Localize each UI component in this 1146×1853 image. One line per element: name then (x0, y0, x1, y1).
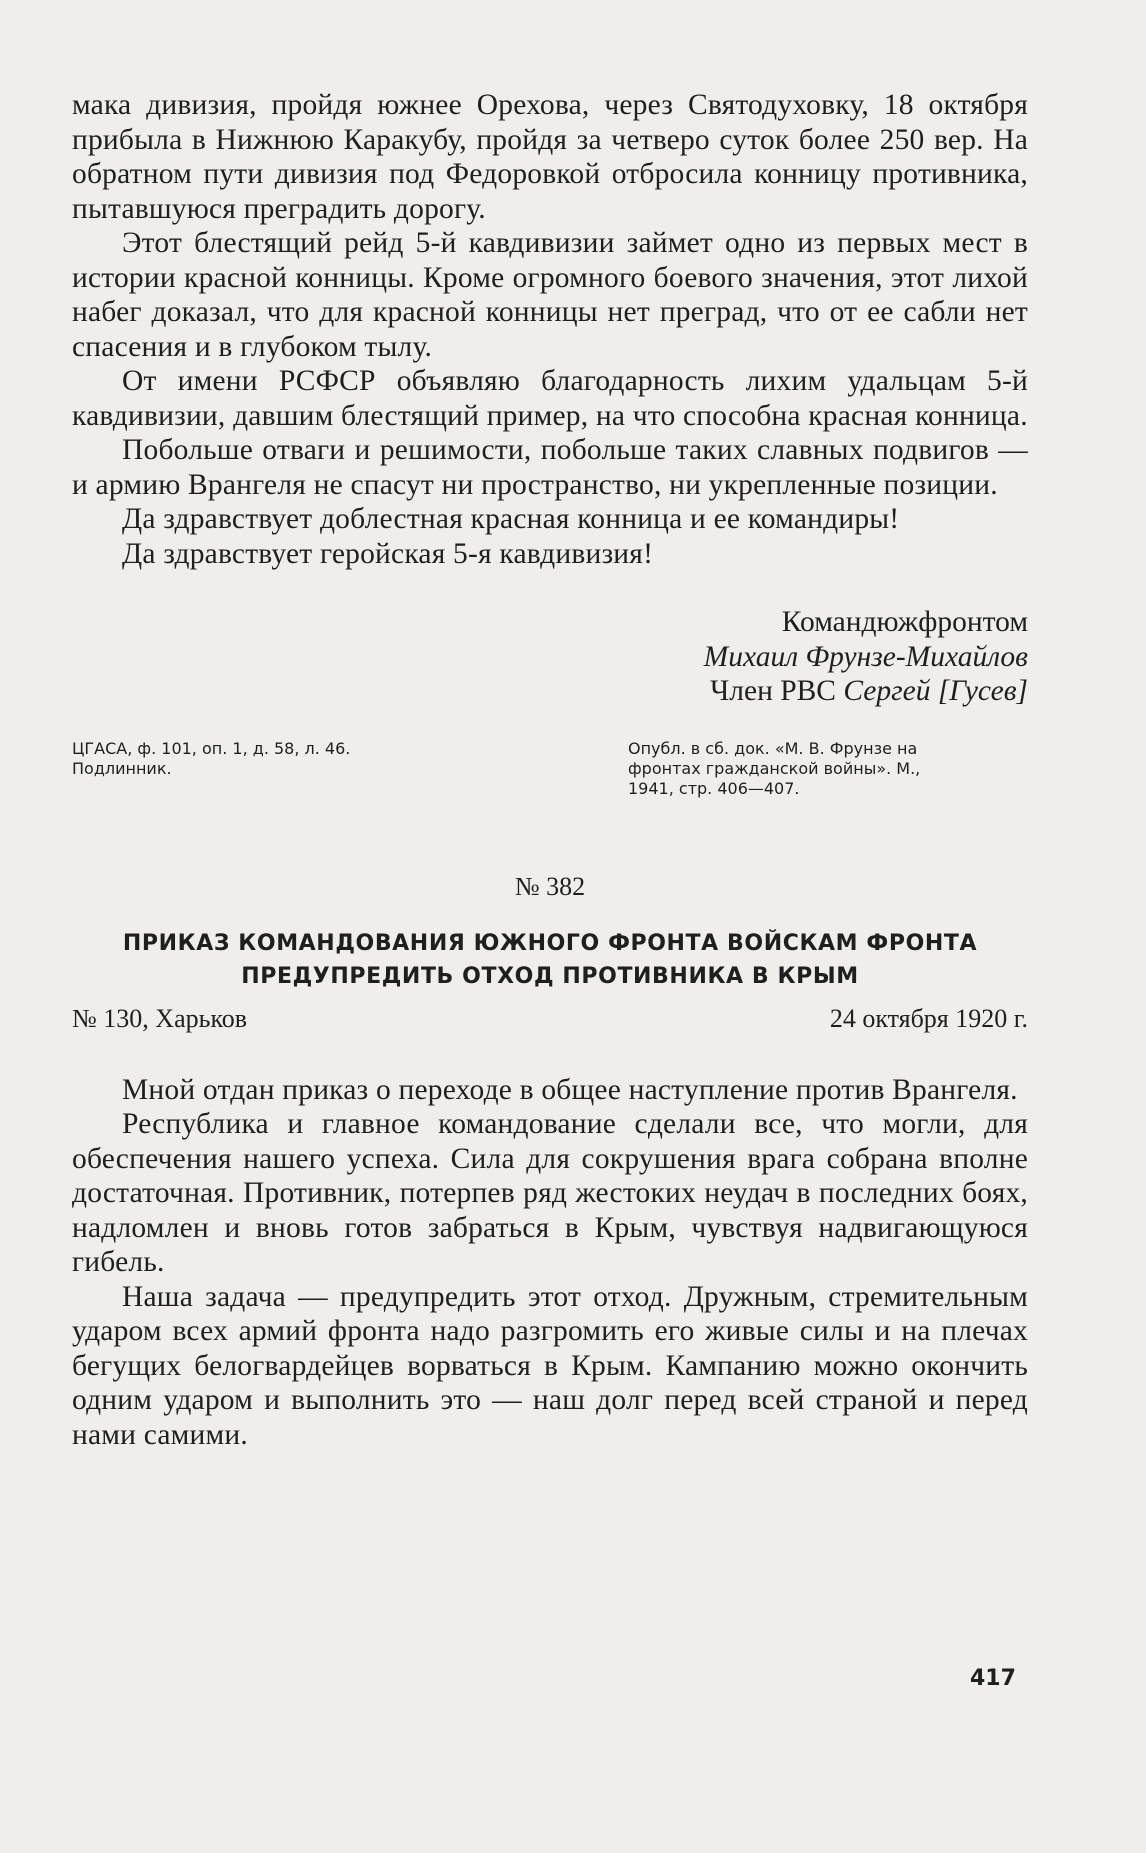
top-text-block (72, 88, 1028, 571)
signature-name: Михаил Фрунзе-Михайлов (703, 640, 1028, 673)
member-name: Сергей [Гусев] (843, 675, 1028, 707)
paragraph: Наша задача — предупредить этот отход. Дружным, стремительным ударом всех армий фронта надо разгромить его живые силы и на плечах бегущих белогвардейцев ворваться в Крым. Кампанию можно окончить одним ударом и выполнить это — наш долг перед всей страной и перед нами самими. (72, 1280, 1028, 1451)
order-place: № 130, Харьков (72, 1003, 248, 1033)
title-line: ПРИКАЗ КОМАНДОВАНИЯ ЮЖНОГО ФРОНТА ВОЙСКАМ ФРОНТА (122, 930, 978, 956)
document-title (72, 927, 1028, 993)
document-meta (72, 1003, 1028, 1035)
paragraph: Мной отдан приказ о переходе в общее наступление против Врангеля. (122, 1073, 1018, 1106)
archive-line: Подлинник. (72, 758, 172, 778)
publication-line: фронтах гражданской войны». М., (628, 758, 921, 778)
bottom-text-block (72, 1073, 1028, 1453)
paragraph: мака дивизия, пройдя южнее Орехова, через Святодуховку, 18 октября прибыла в Нижнюю Каракубу, пройдя за четверо суток более 250 вер. На обратном пути дивизия под Федоровкой отбросила конницу противника, пытавшуюся преградить дорогу. (72, 89, 1028, 225)
paragraph: Побольше отваги и решимости, побольше таких славных подвигов — и армию Врангеля не спасут ни пространство, ни укрепленные позиции. (72, 434, 1028, 501)
paragraph: Этот блестящий рейд 5-й кавдивизии займет одно из первых мест в истории красной конницы. Кроме огромного боевого значения, этот лихой набег доказал, что для красной конницы нет преград, что от ее сабли нет спасения и в глубоком тылу. (72, 227, 1028, 363)
paragraph: Да здравствует геройская 5-я кавдивизия! (122, 537, 654, 570)
references (72, 739, 1028, 799)
page-number: 417 (970, 1666, 1016, 1691)
publication-line: Опубл. в сб. док. «М. В. Фрунзе на (628, 738, 918, 758)
member-prefix: Член РВС (710, 675, 836, 707)
signature-member (72, 674, 1028, 709)
archive-line: ЦГАСА, ф. 101, оп. 1, д. 58, л. 46. (72, 738, 351, 758)
document-number: № 382 (514, 871, 586, 901)
publication-reference (628, 739, 1028, 799)
archive-reference (72, 739, 492, 799)
signature-block (72, 605, 1028, 709)
paragraph: От имени РСФСР объявляю благодарность лихим удальцам 5-й кавдивизии, давшим блестящий пример, на что способна красная конница. (72, 365, 1028, 432)
publication-line: 1941, стр. 406—407. (628, 778, 800, 798)
document-page (72, 88, 1028, 1452)
title-line: ПРЕДУПРЕДИТЬ ОТХОД ПРОТИВНИКА В КРЫМ (241, 963, 859, 989)
signature-title: Командюжфронтом (781, 606, 1028, 638)
paragraph: Республика и главное командование сделали все, что могли, для обеспечения нашего успеха. Сила для сокрушения врага собрана вполне достаточная. Противник, потерпев ряд жестоких неудач в последних боях, надломлен и вновь готов забраться в Крым, чувствуя надвигающуюся гибель. (72, 1108, 1028, 1278)
order-date: 24 октября 1920 г. (829, 1003, 1028, 1033)
paragraph: Да здравствует доблестная красная конница и ее командиры! (122, 503, 900, 535)
